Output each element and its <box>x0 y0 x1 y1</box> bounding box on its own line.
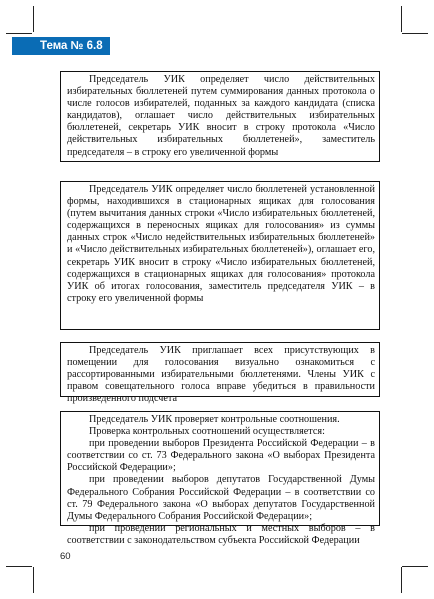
crop-mark <box>33 6 34 32</box>
box-paragraph: при проведении выборов Президента Российской Федерации – в соответствии со ст. 73 Федерального закона «О выборах Президента Российской Федерации»; <box>67 438 375 474</box>
box-paragraph: Председатель УИК определяет число действительных избирательных бюллетеней путем суммирования данных протокола о числе голосов избирателей, поданных за каждого кандидата (списка кандидатов), оглашает число действительных избирательных бюллетеней, секретарь УИК вносит в строку протокола «Число действительных избирательных бюллетеней», заместитель председателя – в строку его увеличенной формы <box>67 74 375 158</box>
crop-mark <box>401 567 402 593</box>
crop-mark <box>402 33 428 34</box>
crop-mark <box>6 566 32 567</box>
box-paragraph: при проведении региональных и местных выборов – в соответствии с законодательством субъекта Российской Федерации <box>67 522 375 546</box>
procedure-box <box>60 71 380 162</box>
box-paragraph: Проверка контрольных соотношений осуществляется: <box>89 426 325 438</box>
procedure-box <box>60 181 380 330</box>
crop-mark <box>6 33 32 34</box>
box-paragraph: Председатель УИК приглашает всех присутствующих в помещении для голосования визуально ознакомиться с рассортированными избирательными бюллетенями. Члены УИК с правом совещательного голоса вправе убедиться в правильности произведенного подсчета <box>67 345 375 405</box>
crop-mark <box>401 6 402 32</box>
topic-header: Тема № 6.8 <box>12 37 110 55</box>
page-number: 60 <box>60 551 71 562</box>
crop-mark <box>402 566 428 567</box>
procedure-box <box>60 411 380 546</box>
crop-mark <box>33 567 34 593</box>
procedure-box <box>60 342 380 405</box>
box-paragraph: Председатель УИК определяет число бюллетеней установленной формы, находившихся в стационарных ящиках для голосования (путем вычитания данных строки «Число избирательных бюллетеней, содержащихся в переносных ящиках для голосования» из суммы данных строк «Число недействительных избирательных бюллетеней» и «Число действительных избирательных бюллетеней»), оглашает его, секретарь УИК вносит в строку «Число избирательных бюллетеней, содержащихся в стационарных ящиках для голосования» протокола УИК об итогах голосования, заместитель председателя УИК – в строку его увеличенной формы <box>67 184 375 304</box>
box-paragraph: при проведении выборов депутатов Государственной Думы Федерального Собрания Российской Федерации – в соответствии со ст. 79 Федерального закона «О выборах депутатов Государственной Думы Федерального Собрания Российской Федерации»; <box>67 474 375 522</box>
box-paragraph: Председатель УИК проверяет контрольные соотношения. <box>89 414 340 425</box>
